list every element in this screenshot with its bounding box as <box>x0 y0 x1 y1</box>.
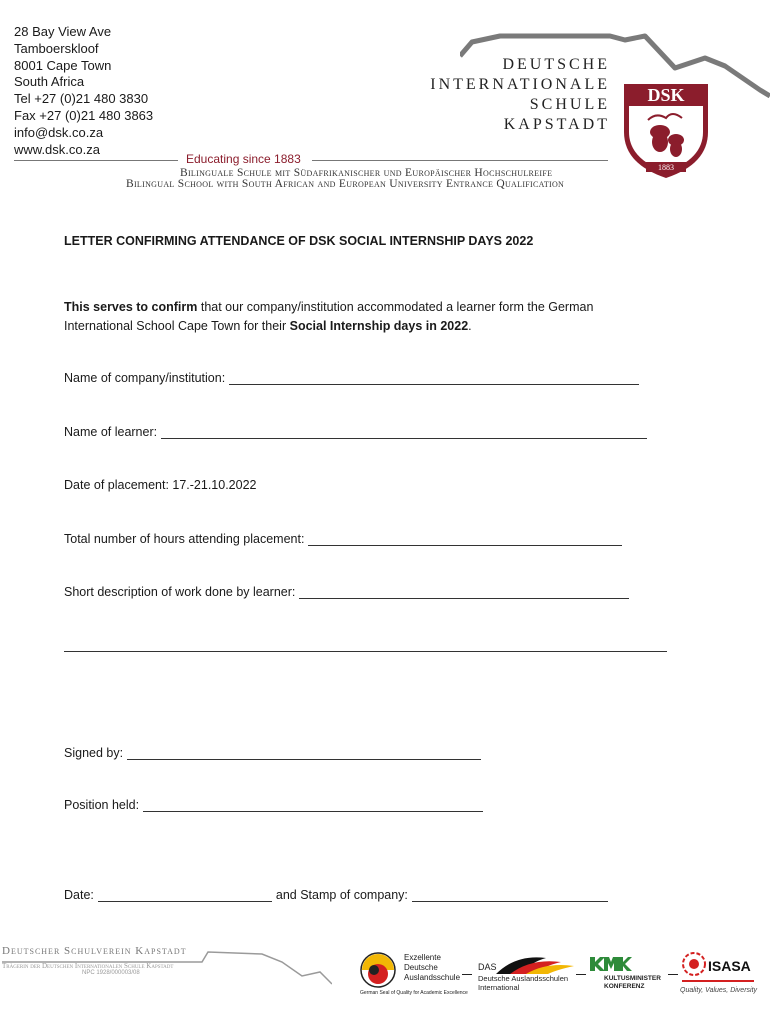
description-label: Short description of work done by learner: <box>64 585 296 599</box>
intro-bold: Social Internship days in 2022 <box>289 319 469 333</box>
kmk-logo-icon <box>590 957 632 971</box>
dsk-crest-logo <box>620 80 712 180</box>
school-name-line: DEUTSCHE <box>502 56 610 73</box>
schulverein-sub: Trägerin der Deutschen Internationalen Schule Kapstadt <box>2 962 174 970</box>
hours-input-line[interactable] <box>308 531 622 546</box>
address-line: South Africa <box>14 74 85 90</box>
website-link[interactable]: www.dsk.co.za <box>14 141 100 157</box>
date-label: Date: <box>64 888 94 902</box>
school-name-line: SCHULE <box>529 96 610 113</box>
stamp-label: and Stamp of company: <box>275 888 408 902</box>
header-divider <box>14 160 178 161</box>
schulverein-reg: NPC 1928/000003/08 <box>82 970 140 976</box>
das-line: Deutsche Auslandsschulen <box>478 974 569 983</box>
header-divider <box>312 160 608 161</box>
position-label: Position held: <box>64 798 140 812</box>
letter-title: LETTER CONFIRMING ATTENDANCE OF DSK SOCIAL INTERNSHIP DAYS 2022 <box>64 234 534 248</box>
learner-input-line[interactable] <box>161 424 647 439</box>
isasa-tagline: Quality, Values, Diversity <box>680 987 758 994</box>
intro-text: that our company/institution accommodated a learner form the German International School Cape Town for their <box>64 300 594 333</box>
bilingual-de: Bilinguale Schule mit Südafrikanischer und Europäischer Hochschulreife <box>180 167 553 179</box>
isasa-star-icon <box>680 950 708 978</box>
signed-by-input-line[interactable] <box>127 745 481 760</box>
footer-divider <box>576 974 586 975</box>
intro-bold: This serves to confirm <box>64 300 198 314</box>
intro-paragraph <box>64 298 664 336</box>
date-input-line[interactable] <box>98 887 272 902</box>
school-name <box>400 55 610 135</box>
crest-label: DSK <box>647 85 685 105</box>
kmk-line: KULTUSMINISTER <box>604 975 661 982</box>
isasa-label: ISASA <box>708 958 751 974</box>
email-link[interactable]: info@dsk.co.za <box>14 124 104 140</box>
exzellente-text <box>404 953 460 983</box>
das-line: International <box>478 983 520 992</box>
signed-by-label: Signed by: <box>64 746 124 760</box>
placement-date-label: Date of placement: 17.-21.10.2022 <box>64 478 257 492</box>
company-label: Name of company/institution: <box>64 371 226 385</box>
exzellente-line: Deutsche <box>404 963 438 972</box>
school-name-line: KAPSTADT <box>503 116 610 133</box>
educating-since: Educating since 1883 <box>186 152 301 166</box>
exzellente-line: Exzellente <box>404 953 441 962</box>
signed-by-field <box>64 745 481 760</box>
hours-field <box>64 531 622 546</box>
address-line: 28 Bay View Ave <box>14 24 112 39</box>
address-line: Tamboerskloof <box>14 40 99 56</box>
description-extra-line[interactable] <box>64 651 667 652</box>
company-field <box>64 370 639 385</box>
address-line: 8001 Cape Town <box>14 57 112 73</box>
learner-label: Name of learner: <box>64 425 158 439</box>
stamp-input-line[interactable] <box>412 887 608 902</box>
isasa-rule <box>682 980 754 982</box>
das-text <box>478 974 568 992</box>
phone-line: Tel +27 (0)21 480 3830 <box>14 91 149 107</box>
kmk-text <box>604 975 661 991</box>
footer-divider <box>462 974 472 975</box>
company-input-line[interactable] <box>229 370 639 385</box>
exzellente-sub: German Seal of Quality for Academic Excellence <box>360 990 468 996</box>
position-input-line[interactable] <box>143 797 483 812</box>
description-input-line[interactable] <box>299 584 629 599</box>
bilingual-en: Bilingual School with South African and European University Entrance Qualification <box>126 178 565 190</box>
das-label: DAS <box>478 962 497 972</box>
exzellente-line: Auslandsschule <box>404 973 461 982</box>
position-field <box>64 797 483 812</box>
schulverein-name: Deutscher Schulverein Kapstadt <box>2 945 187 957</box>
learner-field <box>64 424 647 439</box>
placement-date-field <box>64 478 257 492</box>
kmk-line: KONFERENZ <box>604 983 645 990</box>
crest-year: 1883 <box>658 163 674 172</box>
intro-text: . <box>468 319 472 333</box>
date-stamp-field <box>64 887 608 902</box>
exzellente-seal-icon <box>358 950 402 990</box>
fax-line: Fax +27 (0)21 480 3863 <box>14 107 154 123</box>
school-address <box>14 24 153 158</box>
description-field <box>64 584 629 599</box>
hours-label: Total number of hours attending placement: <box>64 532 305 546</box>
school-name-line: INTERNATIONALE <box>430 76 610 93</box>
footer-divider <box>668 974 678 975</box>
